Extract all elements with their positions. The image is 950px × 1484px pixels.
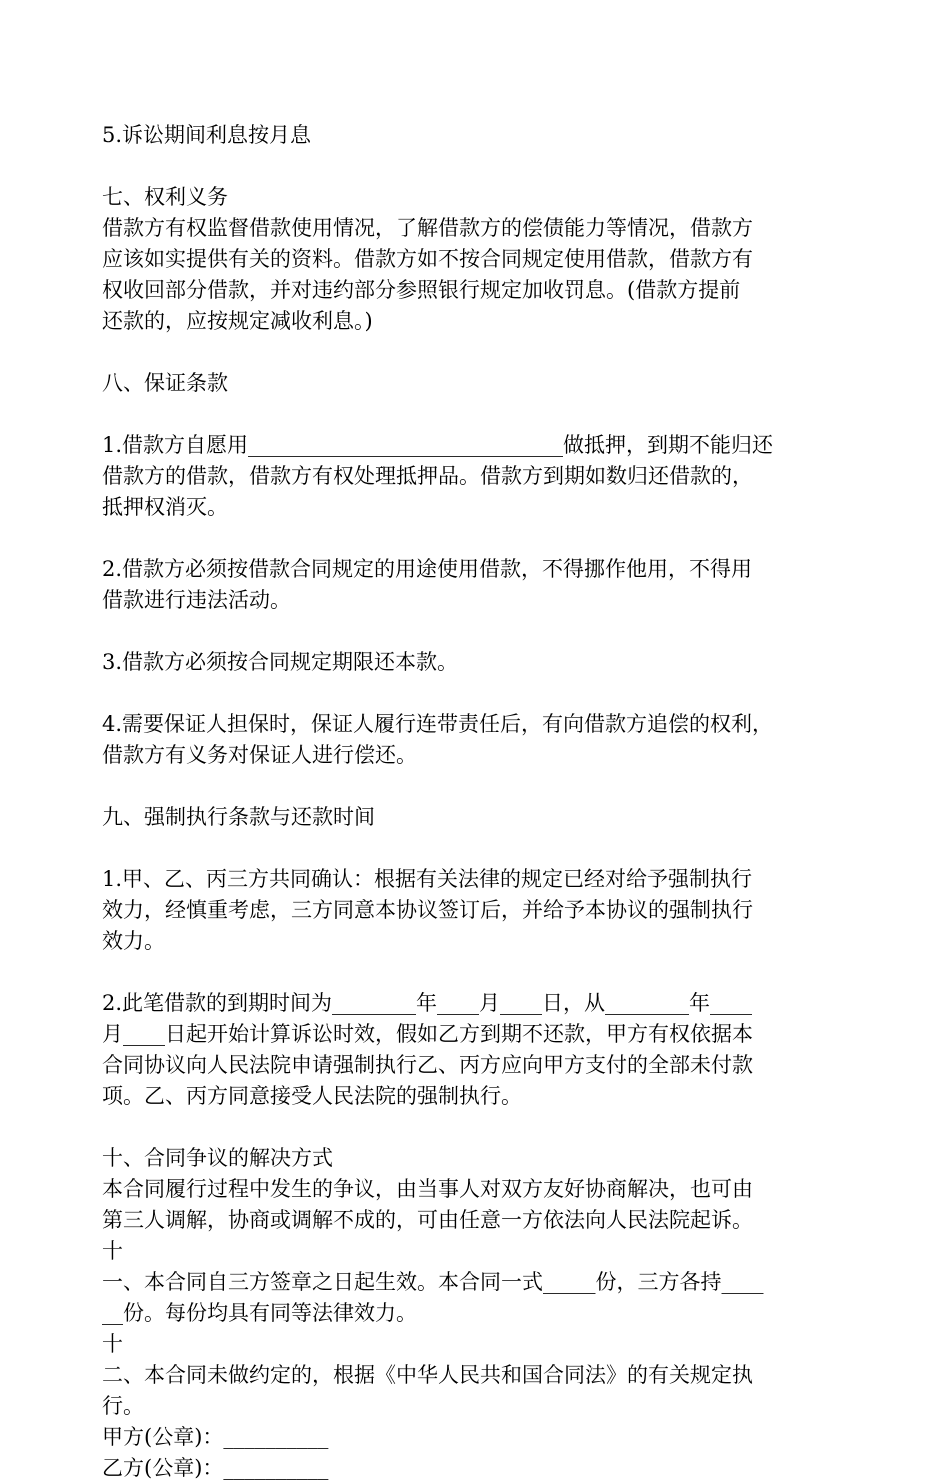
section-heading: 八、保证条款 xyxy=(102,371,228,395)
text-line: 一、本合同自三方签章之日起生效。本合同一式_____份，三方各持____ xyxy=(102,1270,764,1294)
text-line: 抵押权消灭。 xyxy=(102,495,228,519)
text-line xyxy=(102,678,862,709)
text-line: 1.借款方自愿用______________________________做抵押，到期不能归还 xyxy=(102,433,774,457)
text-line: 效力，经慎重考虑，三方同意本协议签订后，并给予本协议的强制执行 xyxy=(102,898,753,922)
signature-line-party-a: 甲方(公章)：__________ xyxy=(102,1425,329,1449)
text-line: 第三人调解，协商或调解不成的，可由任意一方依法向人民法院起诉。 xyxy=(102,1208,753,1232)
text-line xyxy=(102,337,862,368)
text-line: 十 xyxy=(102,1332,123,1356)
text-line: 项。乙、丙方同意接受人民法院的强制执行。 xyxy=(102,1084,522,1108)
text-line xyxy=(102,833,862,864)
text-line: 还款的，应按规定减收利息。) xyxy=(102,309,373,333)
section-heading: 十、合同争议的解决方式 xyxy=(102,1146,333,1170)
text-line: 合同协议向人民法院申请强制执行乙、丙方应向甲方支付的全部未付款 xyxy=(102,1053,753,1077)
text-line xyxy=(102,957,862,988)
text-line xyxy=(102,1112,862,1143)
text-line: 本合同履行过程中发生的争议，由当事人对双方友好协商解决，也可由 xyxy=(102,1177,753,1201)
text-line: 2.此笔借款的到期时间为________年____月____日，从________年____ xyxy=(102,991,753,1015)
text-line: 行。 xyxy=(102,1394,144,1418)
text-line: 权收回部分借款，并对违约部分参照银行规定加收罚息。(借款方提前 xyxy=(102,278,741,302)
text-line: 4.需要保证人担保时，保证人履行连带责任后，有向借款方追偿的权利， xyxy=(102,712,774,736)
signature-line-party-b: 乙方(公章)：__________ xyxy=(102,1456,329,1480)
text-line: 应该如实提供有关的资料。借款方如不按合同规定使用借款，借款方有 xyxy=(102,247,753,271)
section-heading: 七、权利义务 xyxy=(102,185,228,209)
text-line xyxy=(102,399,862,430)
text-line: 借款进行违法活动。 xyxy=(102,588,291,612)
text-line: 1.甲、乙、丙三方共同确认：根据有关法律的规定已经对给予强制执行 xyxy=(102,867,753,891)
section-heading: 九、强制执行条款与还款时间 xyxy=(102,805,375,829)
text-line: 二、本合同未做约定的，根据《中华人民共和国合同法》的有关规定执 xyxy=(102,1363,753,1387)
text-line xyxy=(102,523,862,554)
text-line: 月____日起开始计算诉讼时效，假如乙方到期不还款，甲方有权依据本 xyxy=(102,1022,753,1046)
document-body xyxy=(102,120,862,1484)
text-line: 2.借款方必须按借款合同规定的用途使用借款，不得挪作他用，不得用 xyxy=(102,557,753,581)
text-line: 借款方有义务对保证人进行偿还。 xyxy=(102,743,417,767)
text-line: 效力。 xyxy=(102,929,165,953)
text-line: __份。每份均具有同等法律效力。 xyxy=(102,1301,417,1325)
text-line xyxy=(102,616,862,647)
text-line: 借款方有权监督借款使用情况，了解借款方的偿债能力等情况，借款方 xyxy=(102,216,753,240)
text-line: 3.借款方必须按合同规定期限还本款。 xyxy=(102,650,459,674)
text-line xyxy=(102,771,862,802)
text-line: 借款方的借款，借款方有权处理抵押品。借款方到期如数归还借款的， xyxy=(102,464,753,488)
text-line: 5.诉讼期间利息按月息 xyxy=(102,123,312,147)
text-line xyxy=(102,151,862,182)
text-line: 十 xyxy=(102,1239,123,1263)
